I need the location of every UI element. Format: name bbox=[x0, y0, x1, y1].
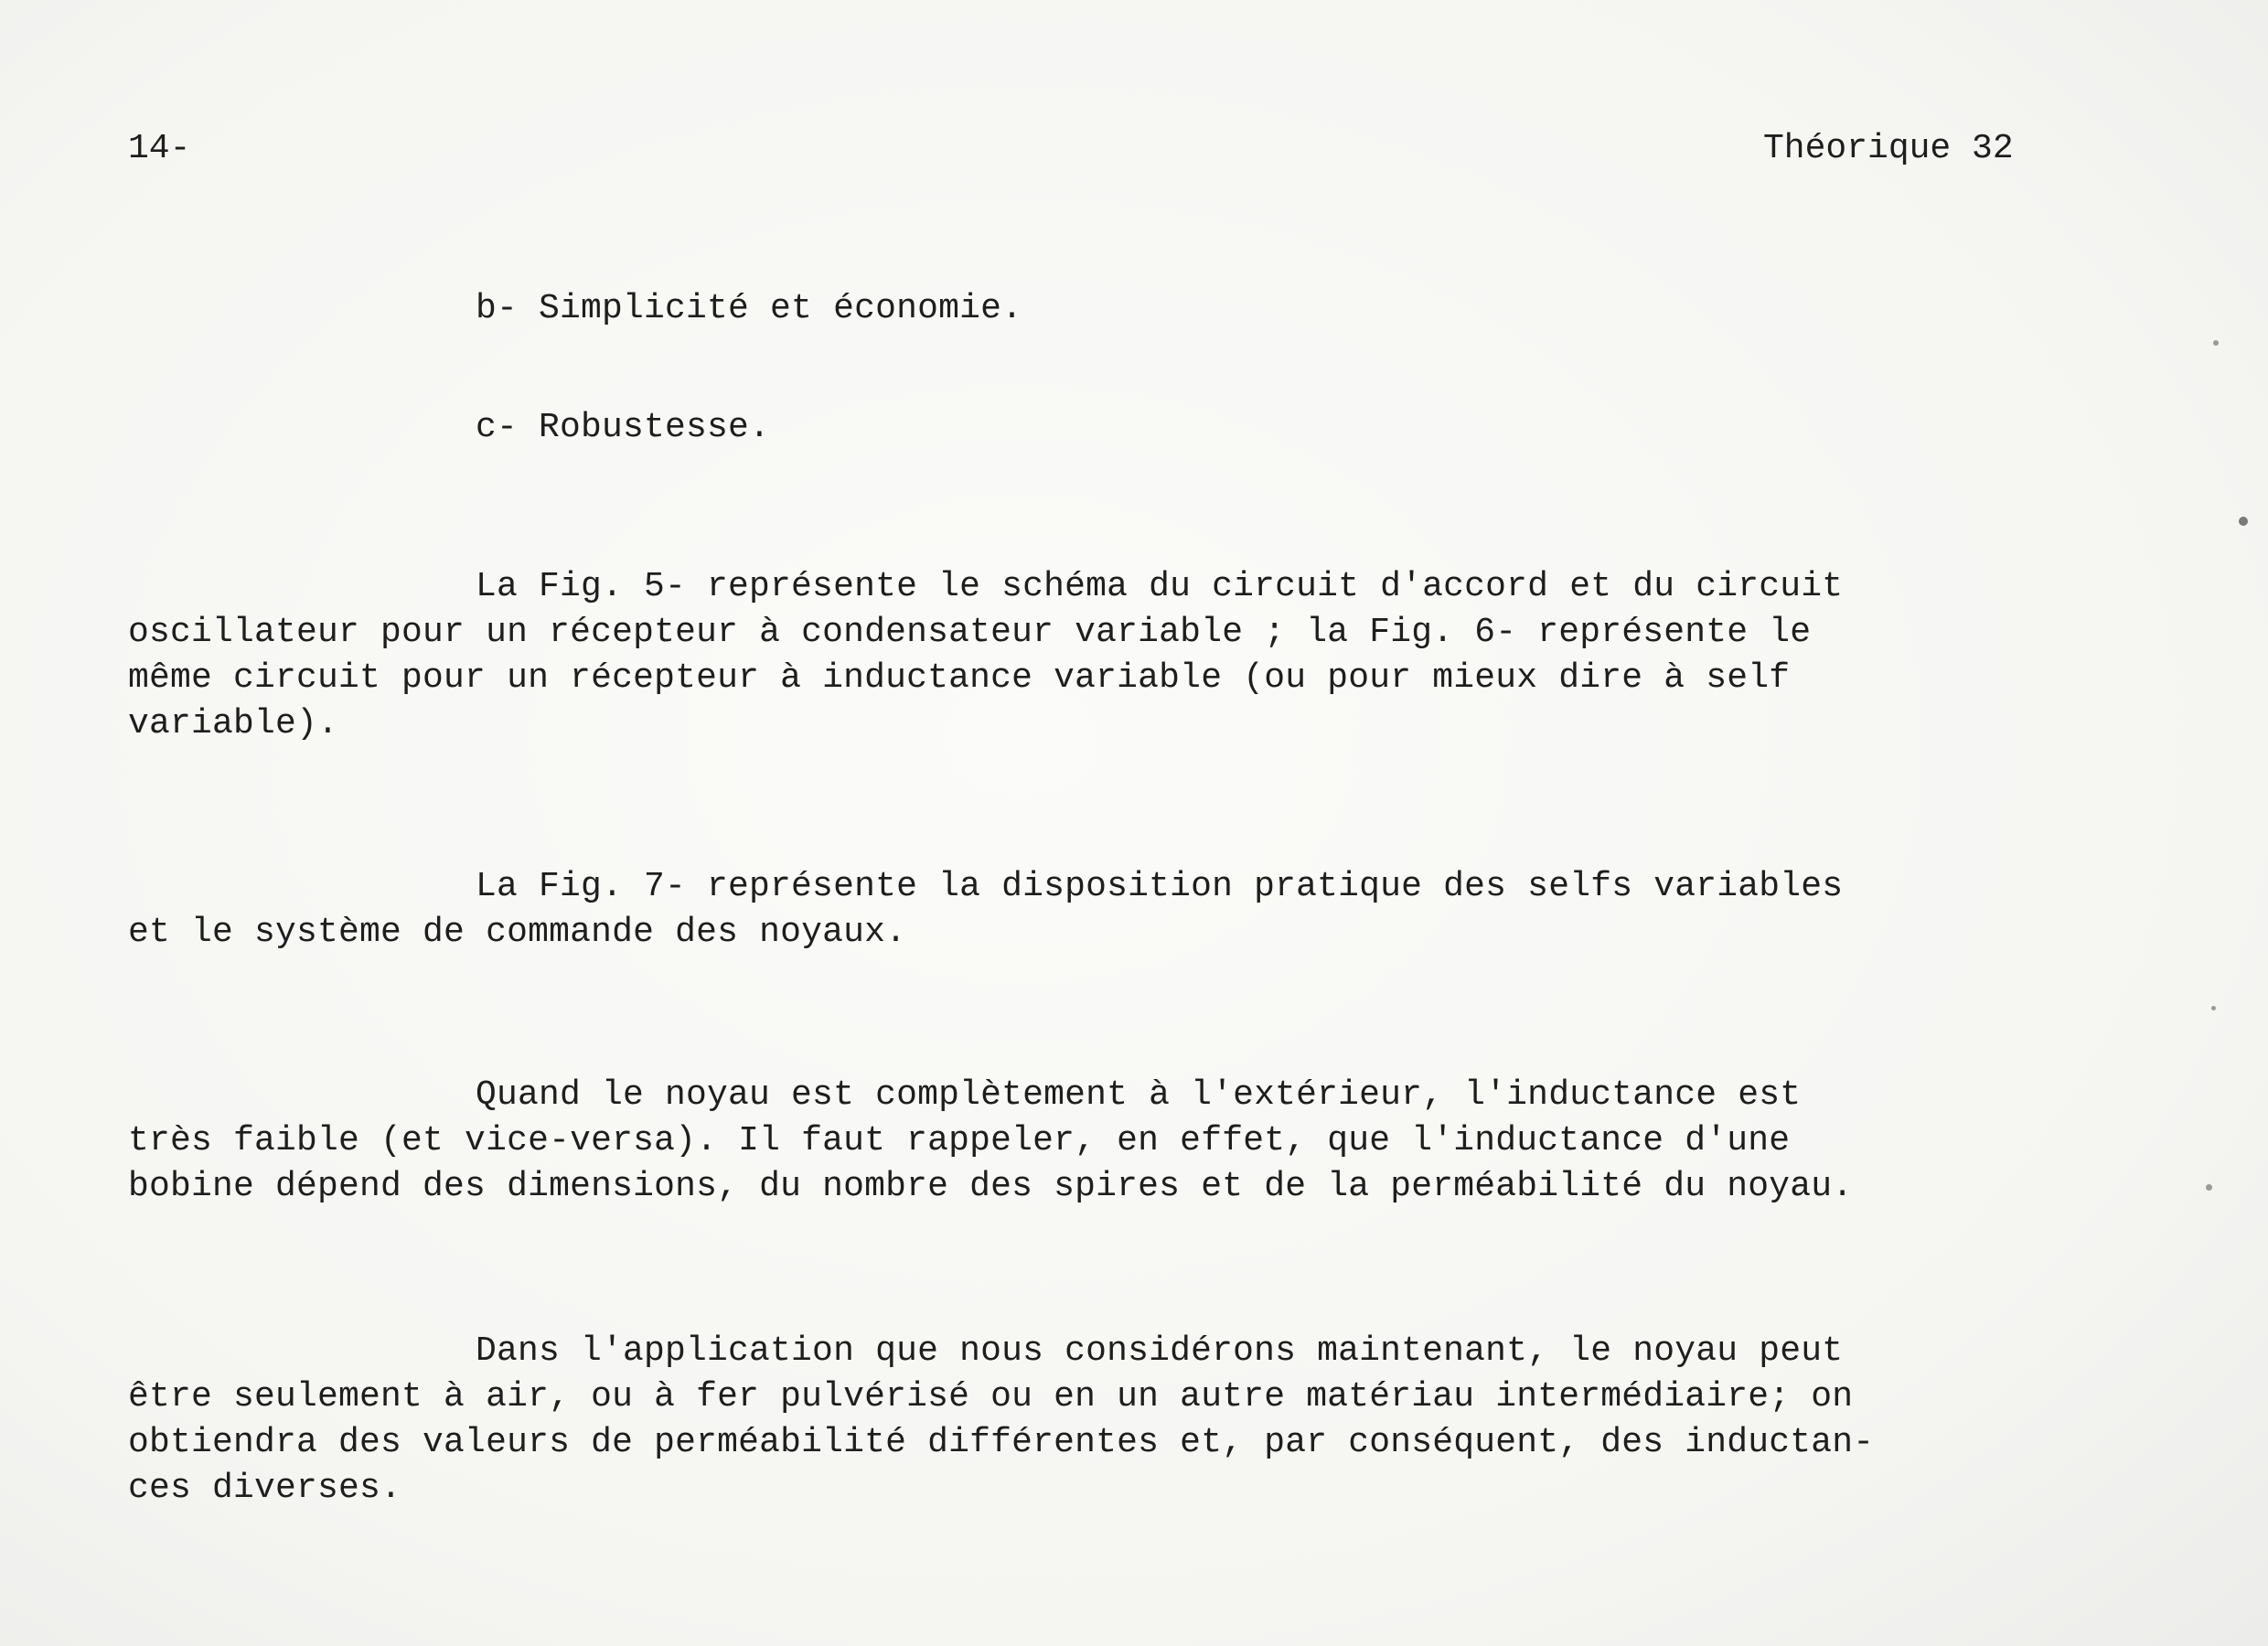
paragraph-line: même circuit pour un récepteur à inductance variable (ou pour mieux dire à self bbox=[128, 658, 1791, 698]
paragraph-line: bobine dépend des dimensions, du nombre des spires et de la perméabilité du noyau. bbox=[128, 1167, 1854, 1206]
paragraph-line: Dans l'application que nous considérons maintenant, le noyau peut bbox=[476, 1331, 1844, 1371]
paragraph-line: être seulement à air, ou à fer pulvérisé ou en un autre matériau intermédiaire; on bbox=[128, 1377, 1854, 1416]
list-item-b: b- Simplicité et économie. bbox=[476, 289, 1023, 328]
scan-speck bbox=[2211, 1006, 2216, 1010]
paragraph-line: ces diverses. bbox=[128, 1469, 402, 1508]
paragraph-line: Quand le noyau est complètement à l'extérieur, l'inductance est bbox=[476, 1075, 1802, 1115]
list-item-c: c- Robustesse. bbox=[476, 408, 771, 447]
paragraph-line: La Fig. 7- représente la disposition pratique des selfs variables bbox=[476, 867, 1844, 906]
paragraph-line: oscillateur pour un récepteur à condensateur variable ; la Fig. 6- représente le bbox=[128, 613, 1812, 652]
paragraph-line: La Fig. 5- représente le schéma du circuit d'accord et du circuit bbox=[476, 567, 1844, 606]
paragraph-line: variable). bbox=[128, 704, 339, 743]
section-label: Théorique 32 bbox=[1763, 129, 2014, 168]
scan-speck bbox=[2239, 517, 2248, 526]
paragraph-line: et le système de commande des noyaux. bbox=[128, 913, 907, 952]
page-number: 14- bbox=[128, 129, 191, 168]
scan-speck bbox=[2213, 340, 2219, 346]
paragraph-line: très faible (et vice-versa). Il faut rappeler, en effet, que l'inductance d'une bbox=[128, 1121, 1791, 1160]
scan-speck bbox=[2206, 1184, 2212, 1191]
paragraph-line: obtiendra des valeurs de perméabilité différentes et, par conséquent, des inductan- bbox=[128, 1423, 1875, 1462]
